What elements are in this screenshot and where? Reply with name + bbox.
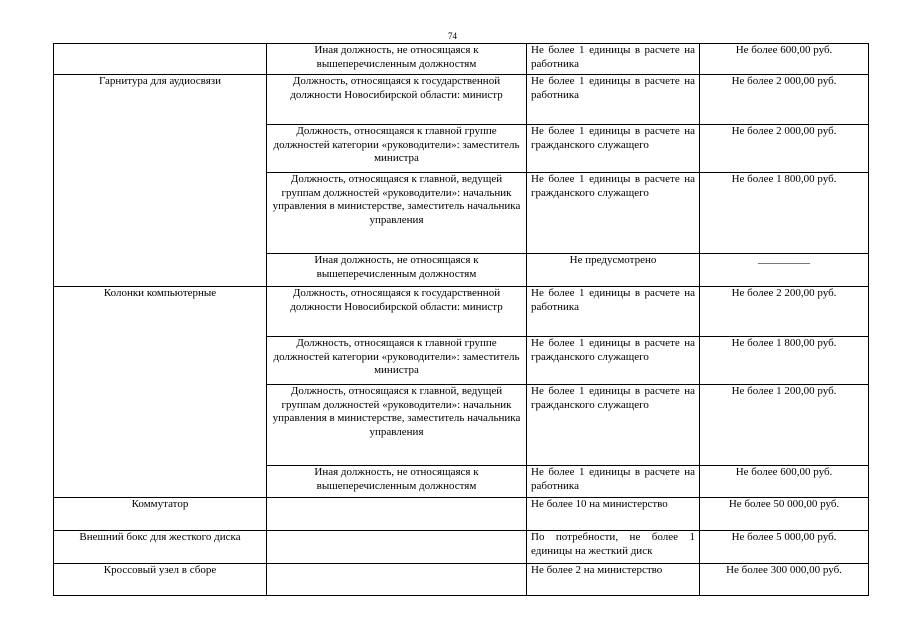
- table-row: [54, 564, 869, 596]
- quantity-cell: Не более 1 единицы в расчете на работника: [527, 44, 700, 75]
- position-cell: [267, 531, 527, 564]
- item-cell: [54, 44, 267, 75]
- position-cell: Иная должность, не относящаяся к вышеперечисленным должностям: [267, 44, 527, 75]
- item-cell: Внешний бокс для жесткого диска: [54, 531, 267, 564]
- table-row: [54, 287, 869, 337]
- price-cell: [700, 254, 869, 287]
- item-cell: Колонки компьютерные: [54, 287, 267, 498]
- position-cell: Должность, относящаяся к государственной должности Новосибирской области: министр: [267, 75, 527, 125]
- position-cell: Должность, относящаяся к главной, ведущей группам должностей «руководители»: начальник управления в министерстве, заместитель начальника управления: [267, 173, 527, 254]
- price-cell: Не более 2 000,00 руб.: [700, 75, 869, 125]
- position-cell: Иная должность, не относящаяся к вышеперечисленным должностям: [267, 254, 527, 287]
- quantity-cell: Не более 1 единицы в расчете на работника: [527, 287, 700, 337]
- table-row: [54, 531, 869, 564]
- item-cell: Коммутатор: [54, 498, 267, 531]
- quantity-cell: По потребности, не более 1 единицы на жесткий диск: [527, 531, 700, 564]
- price-cell: Не более 600,00 руб.: [700, 44, 869, 75]
- position-cell: Должность, относящаяся к главной группе должностей категории «руководители»: заместитель министра: [267, 125, 527, 173]
- position-cell: Должность, относящаяся к главной, ведущей группам должностей «руководители»: начальник управления в министерстве, заместитель начальника управления: [267, 385, 527, 466]
- quantity-cell: Не более 10 на министерство: [527, 498, 700, 531]
- standards-table: [53, 43, 869, 596]
- quantity-cell: Не более 1 единицы в расчете на гражданского служащего: [527, 337, 700, 385]
- price-cell: Не более 300 000,00 руб.: [700, 564, 869, 596]
- quantity-cell: Не более 1 единицы в расчете на гражданского служащего: [527, 125, 700, 173]
- dash-line: [758, 263, 810, 264]
- price-cell: Не более 50 000,00 руб.: [700, 498, 869, 531]
- price-cell: Не более 2 200,00 руб.: [700, 287, 869, 337]
- item-cell: Гарнитура для аудиосвязи: [54, 75, 267, 287]
- quantity-cell: Не более 1 единицы в расчете на гражданского служащего: [527, 173, 700, 254]
- price-cell: Не более 1 200,00 руб.: [700, 385, 869, 466]
- quantity-cell: Не более 1 единицы в расчете на работника: [527, 466, 700, 498]
- price-cell: Не более 600,00 руб.: [700, 466, 869, 498]
- price-cell: Не более 2 000,00 руб.: [700, 125, 869, 173]
- quantity-cell: Не более 1 единицы в расчете на гражданского служащего: [527, 385, 700, 466]
- price-cell: Не более 1 800,00 руб.: [700, 173, 869, 254]
- quantity-cell: Не более 2 на министерство: [527, 564, 700, 596]
- position-cell: Должность, относящаяся к государственной должности Новосибирской области: министр: [267, 287, 527, 337]
- item-cell: Кроссовый узел в сборе: [54, 564, 267, 596]
- table-row: [54, 498, 869, 531]
- quantity-cell: Не предусмотрено: [527, 254, 700, 287]
- price-cell: Не более 1 800,00 руб.: [700, 337, 869, 385]
- table-row: [54, 75, 869, 125]
- quantity-cell: Не более 1 единицы в расчете на работника: [527, 75, 700, 125]
- position-cell: Должность, относящаяся к главной группе должностей категории «руководители»: заместитель министра: [267, 337, 527, 385]
- position-cell: Иная должность, не относящаяся к вышеперечисленным должностям: [267, 466, 527, 498]
- position-cell: [267, 498, 527, 531]
- page-number: 74: [448, 31, 457, 41]
- table-row: [54, 44, 869, 75]
- price-cell: Не более 5 000,00 руб.: [700, 531, 869, 564]
- position-cell: [267, 564, 527, 596]
